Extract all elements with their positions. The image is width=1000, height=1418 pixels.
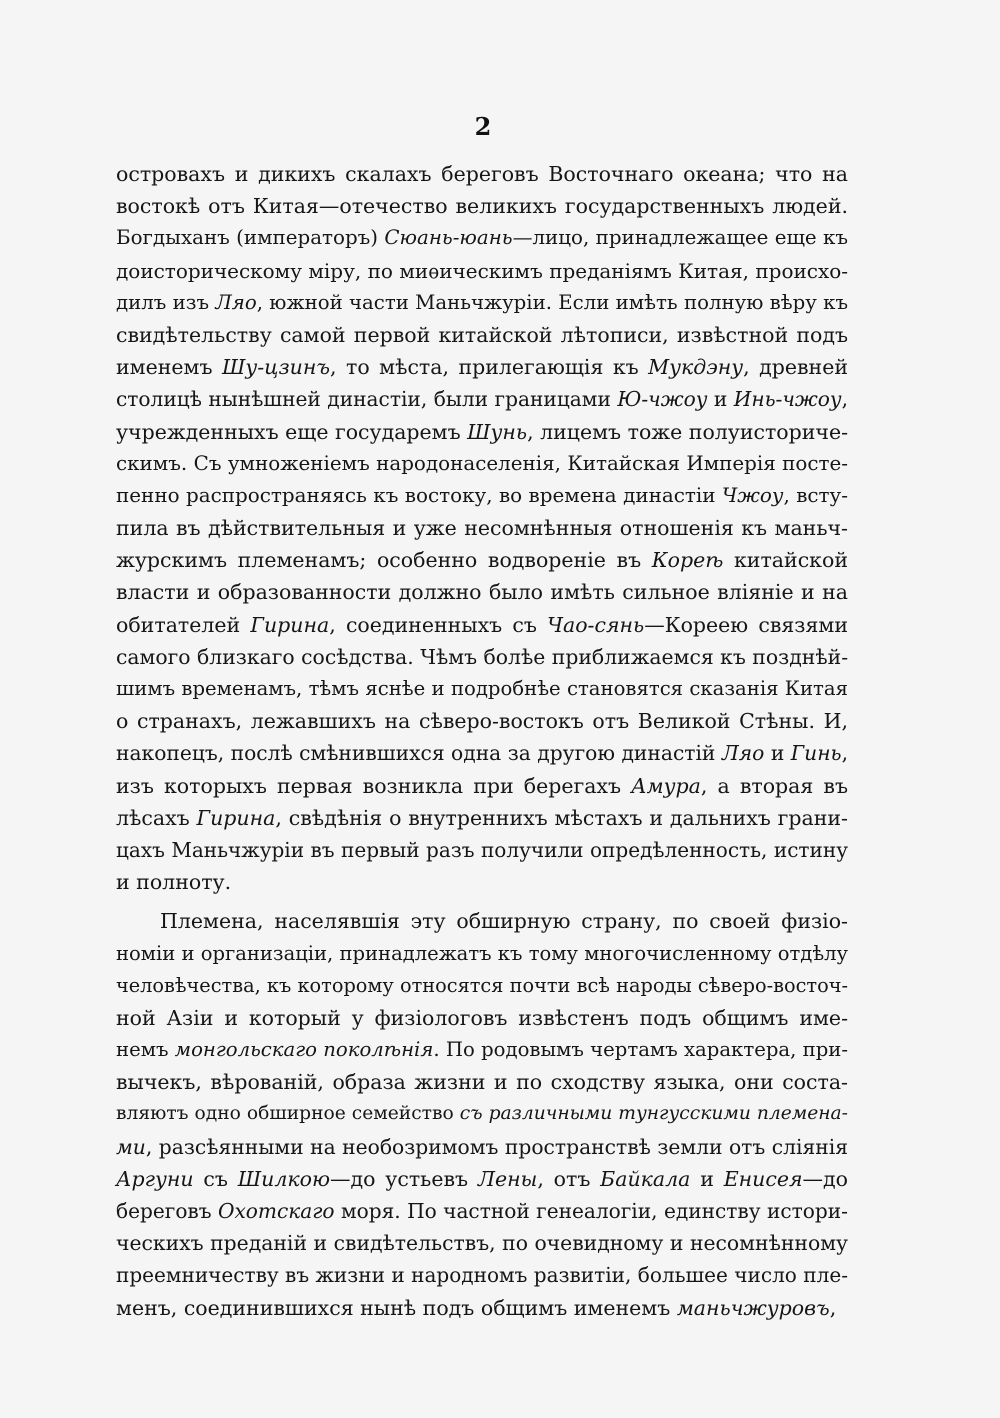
text-segment: цахъ Маньчжуріи въ первый разъ получили опредѣленность, истину [116, 837, 848, 862]
text-segment: немъ [116, 1038, 175, 1062]
text-line [116, 970, 848, 1002]
italic-term: Чао-сянь [547, 612, 645, 637]
text-segment: вляютъ одно обширное семейство [116, 1103, 460, 1125]
text-segment: , [841, 387, 848, 412]
italic-term: ми [116, 1134, 146, 1159]
text-line [116, 641, 848, 673]
italic-term: Гирина [196, 805, 276, 830]
text-segment: лѣсахъ [116, 805, 197, 830]
text-line [116, 834, 848, 866]
text-segment: . По родовымъ чертамъ характера, при- [433, 1038, 849, 1062]
text-line [116, 480, 848, 512]
text-segment: , [829, 1295, 837, 1320]
text-line [116, 1066, 848, 1098]
text-segment: обитателей [116, 612, 251, 637]
text-line [116, 1098, 848, 1130]
text-segment: , лицемъ тоже полуисториче- [527, 419, 848, 444]
text-segment: вычекъ, вѣрованій, образа жизни и по сходству языка, они соста- [116, 1070, 848, 1095]
text-segment: островахъ и дикихъ скалахъ береговъ Восточнаго океана; что на [116, 162, 848, 186]
text-line [116, 905, 848, 937]
italic-term: маньчжуровъ [676, 1295, 830, 1320]
italic-term: Инь-чжоу [733, 387, 842, 412]
italic-term: Чжоу [721, 483, 784, 507]
text-segment: —Кореею связями [644, 612, 849, 637]
text-line [116, 1131, 848, 1163]
text-line [116, 737, 848, 769]
text-line [116, 938, 848, 970]
text-line [116, 866, 848, 898]
text-segment: Племена, населявшія эту обширную страну, по своей физіо- [160, 909, 848, 934]
text-segment: , а вторая въ [700, 773, 849, 798]
body-text [116, 158, 848, 1324]
text-line [116, 705, 848, 737]
text-segment: , соединенныхъ съ [329, 612, 548, 637]
text-segment: власти и образованности должно было имѣть сильное вліяніе и на [116, 580, 848, 605]
italic-term: Аргуни [116, 1166, 194, 1191]
italic-term: Енисея [723, 1166, 803, 1191]
text-segment: учрежденныхъ еще государемъ [116, 419, 468, 444]
text-segment: пенно распространяясь къ востоку, во времена династіи [116, 483, 722, 507]
text-segment: свидѣтельству самой первой китайской лѣтописи, извѣстной подъ [116, 322, 848, 347]
text-line [116, 1259, 848, 1291]
text-segment: береговъ [116, 1199, 218, 1223]
text-line [116, 1292, 848, 1324]
text-segment: скимъ. Съ умноженіемъ народонаселенія, Китайская Имперія посте- [116, 451, 848, 475]
text-segment: пила въ дѣйствительныя и уже несомнѣнныя отношенія къ маньч- [116, 516, 848, 541]
text-line [116, 609, 848, 641]
text-segment: номіи и организаціи, принадлежатъ къ тому многочисленному отдѣлу [116, 941, 848, 965]
text-segment: , [841, 741, 848, 766]
text-line [116, 416, 848, 448]
italic-term: съ различными тунгусскими племена- [459, 1103, 848, 1125]
italic-term: Ляо [215, 290, 257, 314]
italic-term: Шилкою [237, 1166, 331, 1191]
text-line [116, 1195, 848, 1227]
text-segment: дилъ изъ [116, 290, 216, 314]
text-segment: китайской [723, 548, 848, 573]
text-segment: человѣчества, къ которому относятся почти всѣ народы сѣверо-восточ- [116, 973, 848, 997]
italic-term: Охотскаго [217, 1199, 335, 1223]
text-segment: и [707, 387, 734, 412]
text-segment: Богдыханъ (императоръ) [116, 226, 385, 250]
text-segment: именемъ [116, 355, 222, 380]
italic-term: Амура [631, 773, 701, 798]
text-line [116, 1163, 848, 1195]
text-line [116, 544, 848, 576]
italic-term: Мукдэну [648, 355, 744, 380]
text-segment: и [764, 741, 791, 766]
italic-term: Ю-чжоу [617, 387, 708, 412]
text-segment: ческихъ преданій и свидѣтельствъ, по очевидному и несомнѣнному [116, 1231, 848, 1256]
text-segment: доисторическому міру, по миѳическимъ преданіямъ Китая, происхо- [116, 258, 848, 283]
text-segment: —лицо, принадлежащее еще къ [512, 226, 848, 250]
italic-term: Кореѣ [651, 548, 724, 573]
text-segment: журскимъ племенамъ; особенно водвореніе въ [116, 548, 652, 573]
text-segment: , то мѣста, прилегающія къ [330, 355, 649, 380]
italic-term: Шунь [467, 419, 528, 444]
text-line [116, 351, 848, 383]
text-line [116, 319, 848, 351]
italic-term: Байкала [600, 1166, 691, 1191]
text-segment: , свѣдѣнія о внутреннихъ мѣстахъ и дальнихъ грани- [275, 805, 848, 830]
italic-term: Гирина [250, 612, 330, 637]
text-segment: , южной части Маньчжуріи. Если имѣть полную вѣру къ [256, 290, 848, 314]
italic-term: монгольскаго поколѣнія [174, 1038, 434, 1062]
text-segment: менъ, соединившихся нынѣ подъ общимъ именемъ [116, 1295, 677, 1320]
page-number: 2 [474, 112, 492, 141]
text-line [116, 158, 848, 190]
text-segment: столицѣ нынѣшней династіи, были границами [116, 387, 618, 412]
text-line [116, 190, 848, 222]
text-segment: съ [193, 1166, 238, 1191]
text-segment: , древней [743, 355, 848, 380]
text-line [116, 576, 848, 608]
text-segment: накопецъ, послѣ смѣнившихся одна за другою династій [116, 741, 722, 766]
text-segment: моря. По частной генеалогіи, единству истори- [334, 1199, 848, 1223]
text-segment: —до устьевъ [330, 1166, 478, 1191]
text-line [116, 512, 848, 544]
text-line [116, 1227, 848, 1259]
text-line [116, 383, 848, 415]
italic-term: Сюань-юань [384, 226, 513, 250]
text-line [116, 802, 848, 834]
text-segment: преемничеству въ жизни и народномъ развитіи, большее число пле- [116, 1263, 848, 1288]
text-line [116, 770, 848, 802]
text-segment: и полноту. [116, 870, 232, 895]
text-line [116, 1034, 848, 1066]
text-segment: изъ которыхъ первая возникла при берегахъ [116, 773, 632, 798]
italic-term: Ляо [721, 741, 765, 766]
text-segment: , разсѣянными на необозримомъ пространствѣ земли отъ сліянія [145, 1134, 848, 1159]
italic-term: Шу-цзинъ [221, 355, 331, 380]
italic-term: Лены [477, 1166, 538, 1191]
text-segment: востокѣ отъ Китая—отечество великихъ государственныхъ людей. [116, 194, 848, 219]
text-line [116, 448, 848, 480]
text-segment: ной Азіи и который у физіологовъ извѣстенъ подъ общимъ име- [116, 1005, 848, 1030]
text-segment: , отъ [537, 1166, 601, 1191]
italic-term: Гинь [790, 741, 842, 766]
text-segment: самого близкаго сосѣдства. Чѣмъ болѣе приближаемся къ позднѣй- [116, 644, 849, 669]
text-line [116, 1002, 848, 1034]
text-line [116, 673, 848, 705]
text-line [116, 255, 848, 287]
text-segment: —до [802, 1166, 849, 1191]
text-segment: о странахъ, лежавшихъ на сѣверо-востокъ отъ Великой Стѣны. И, [116, 709, 848, 734]
paragraph-2 [116, 905, 848, 1323]
text-segment: , всту- [783, 483, 848, 507]
text-line [116, 287, 848, 319]
paragraph-gap [116, 898, 848, 905]
text-segment: шимъ временамъ, тѣмъ яснѣе и подробнѣе становятся сказанія Китая [116, 677, 848, 700]
text-line [116, 222, 848, 254]
paragraph-1 [116, 158, 848, 898]
text-segment: и [690, 1166, 724, 1191]
